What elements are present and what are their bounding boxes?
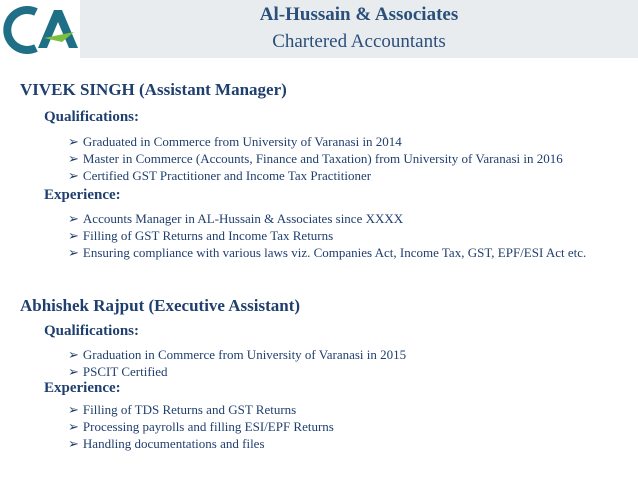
list-item: ➢ Certified GST Practitioner and Income Tax Practitioner (68, 168, 372, 183)
arrow-bullet-icon: ➢ (68, 419, 79, 434)
list-item: ➢ Processing payrolls and filling ESI/EPF Returns (68, 419, 334, 434)
list-item: ➢ Filling of TDS Returns and GST Returns (68, 402, 297, 417)
qualifications-heading: Qualifications: (44, 323, 140, 339)
arrow-bullet-icon: ➢ (68, 134, 79, 149)
arrow-bullet-icon: ➢ (68, 245, 79, 260)
arrow-bullet-icon: ➢ (68, 347, 79, 362)
firm-subtitle: Chartered Accountants (272, 31, 446, 52)
arrow-bullet-icon: ➢ (68, 436, 79, 451)
arrow-bullet-icon: ➢ (68, 151, 79, 166)
qualifications-heading: Qualifications: (44, 109, 140, 125)
arrow-bullet-icon: ➢ (68, 364, 79, 379)
arrow-bullet-icon: ➢ (68, 168, 79, 183)
person-name: Abhishek Rajput (Executive Assistant) (20, 296, 301, 315)
list-item: ➢ PSCIT Certified (68, 364, 168, 379)
experience-heading: Experience: (44, 187, 121, 203)
arrow-bullet-icon: ➢ (68, 402, 79, 417)
list-item: ➢ Graduation in Commerce from University of Varanasi in 2015 (68, 347, 407, 362)
list-item: ➢ Handling documentations and files (68, 436, 265, 451)
list-item: ➢ Master in Commerce (Accounts, Finance and Taxation) from University of Varanasi in 2016 (68, 151, 563, 166)
list-item: ➢ Accounts Manager in AL-Hussain & Associates since XXXX (68, 211, 404, 226)
arrow-bullet-icon: ➢ (68, 228, 79, 243)
list-item: ➢ Ensuring compliance with various laws viz. Companies Act, Income Tax, GST, EPF/ESI Act etc. (68, 245, 587, 260)
experience-heading: Experience: (44, 380, 121, 396)
firm-name: Al-Hussain & Associates (259, 4, 459, 25)
list-item: ➢ Filling of GST Returns and Income Tax Returns (68, 228, 334, 243)
arrow-bullet-icon: ➢ (68, 211, 79, 226)
person-name: VIVEK SINGH (Assistant Manager) (20, 80, 287, 99)
list-item: ➢ Graduated in Commerce from University of Varanasi in 2014 (68, 134, 402, 149)
